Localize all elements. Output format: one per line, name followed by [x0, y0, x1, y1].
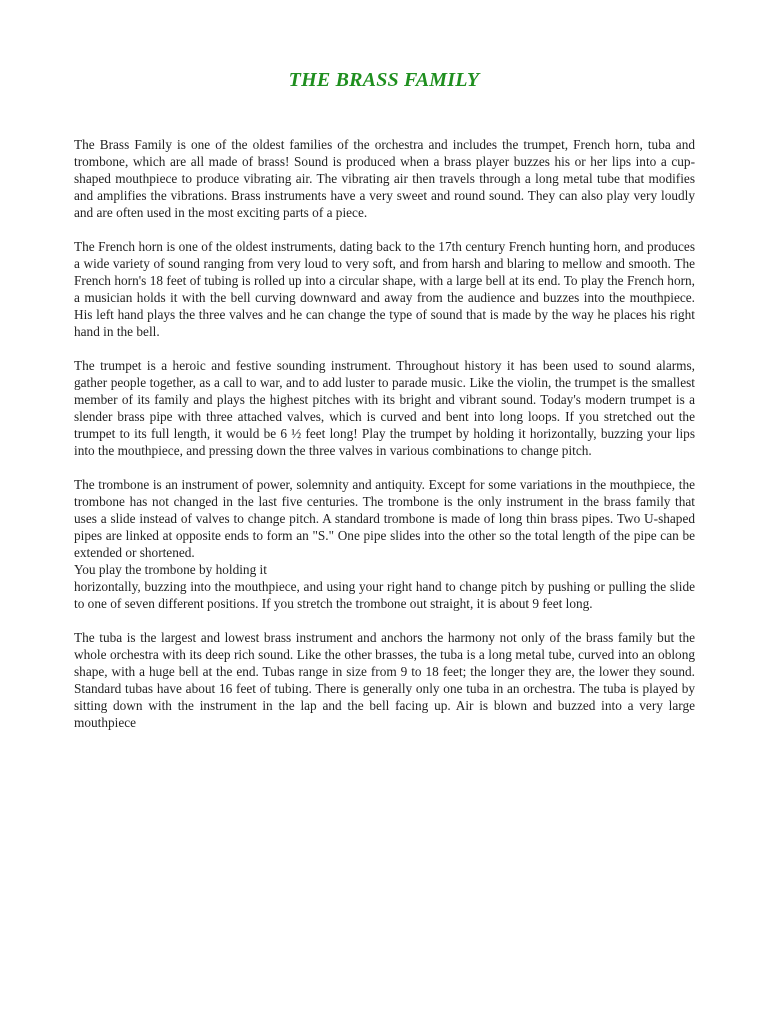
- document-title: THE BRASS FAMILY: [288, 69, 480, 91]
- paragraph-trombone: The trombone is an instrument of power, solemnity and antiquity. Except for some variations in the mouthpiece, the trombone has not changed in the last five centuries. The trombone is the only instrument in the brass family that uses a slide instead of valves to change pitch. A standard trombone is made of long thin brass pipes. Two U-shaped pipes are linked at opposite ends to form an "S." One pipe slides into the other so the total length of the pipe can be extended or shortened.: [74, 477, 695, 560]
- paragraph-brass-family-intro: The Brass Family is one of the oldest families of the orchestra and includes the trumpet, French horn, tuba and trombone, which are all made of brass! Sound is produced when a brass player buzzes his or her lips into a cup-shaped mouthpiece to produce vibrating air. The vibrating air then travels through a long metal tube that modifies and amplifies the vibrations. Brass instruments have a very sweet and round sound. They can also play very loudly and are often used in the most exciting parts of a piece.: [74, 137, 695, 220]
- paragraph-tuba: The tuba is the largest and lowest brass instrument and anchors the harmony not only of the brass family but the whole orchestra with its deep rich sound. Like the other brasses, the tuba is a long metal tube, curved into an oblong shape, with a huge bell at the end. Tubas range in size from 9 to 18 feet; the longer they are, the lower they sound. Standard tubas have about 16 feet of tubing. There is generally only one tuba in an orchestra. The tuba is played by sitting down with the instrument in the lap and the bell facing up. Air is blown and buzzed into a very large mouthpiece: [74, 630, 695, 730]
- paragraph-trumpet: The trumpet is a heroic and festive sounding instrument. Throughout history it has been used to sound alarms, gather people together, as a call to war, and to add luster to parade music. Like the violin, the trumpet is the smallest member of its family and plays the highest pitches with its bright and vibrant sound. Today's modern trumpet is a slender brass pipe with three attached valves, which is curved and bent into long loops. If you stretched out the trumpet to its full length, it would be 6 ½ feet long! Play the trumpet by holding it horizontally, buzzing your lips into the mouthpiece, and pressing down the three valves in various combinations to change pitch.: [74, 358, 695, 458]
- paragraph-french-horn: The French horn is one of the oldest instruments, dating back to the 17th century French hunting horn, and produces a wide variety of sound ranging from very loud to very soft, and from harsh and blaring to mellow and smooth. The French horn's 18 feet of tubing is rolled up into a circular shape, with a large bell at its end. To play the French horn, a musician holds it with the bell curving downward and away from the audience and buzzes into the mouthpiece. His left hand plays the three valves and he can change the type of sound that is made by the way he places his right hand in the bell.: [74, 239, 695, 339]
- paragraph-trombone-line-break: You play the trombone by holding it: [74, 562, 267, 577]
- paragraph-trombone-continued: horizontally, buzzing into the mouthpiece, and using your right hand to change pitch by pushing or pulling the slide to one of seven different positions. If you stretch the trombone out straight, it is about 9 feet long.: [74, 579, 695, 611]
- document-body: [74, 136, 695, 748]
